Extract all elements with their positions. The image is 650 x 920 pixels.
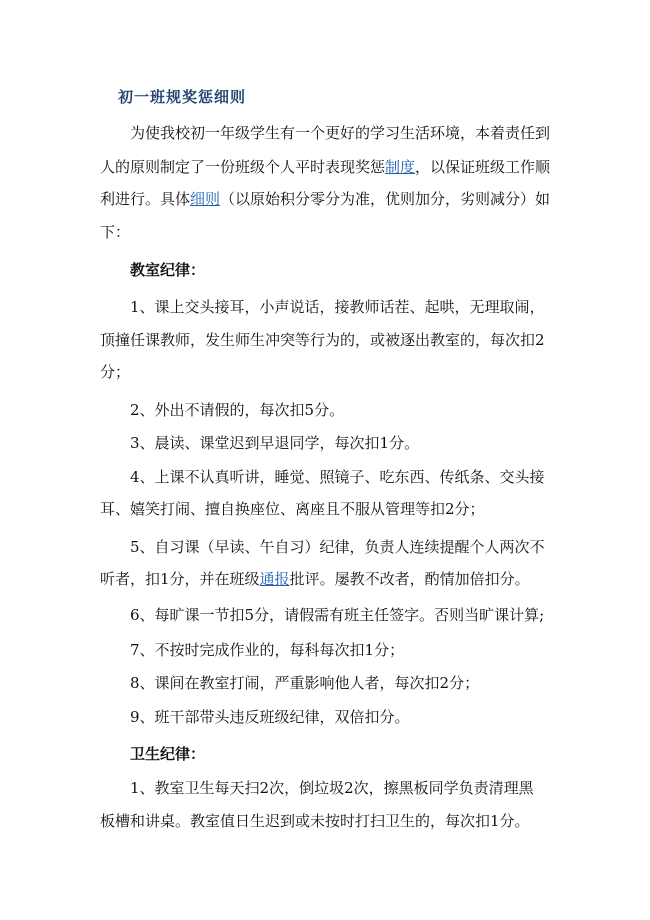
link-xize[interactable]: 细则 bbox=[190, 190, 221, 208]
rule-7: 7、不按时完成作业的，每科每次扣1分； bbox=[130, 641, 405, 659]
rule-3: 3、晨读、课堂迟到早退同学，每次扣1分。 bbox=[130, 434, 420, 452]
rule-5-line-2 bbox=[100, 569, 530, 589]
rule-5-line-1: 5、自习课（早读、午自习）纪律，负责人连续提醒个人两次不 bbox=[130, 538, 545, 556]
link-tongbao[interactable]: 通报 bbox=[259, 570, 290, 588]
document-title: 初一班规奖惩细则 bbox=[118, 88, 247, 106]
intro-text: 人的原则制定了一份班级个人平时表现奖惩 bbox=[100, 158, 386, 176]
intro-line-3 bbox=[100, 189, 550, 209]
rule-2: 2、外出不请假的，每次扣5分。 bbox=[130, 401, 345, 419]
section-heading-classroom: 教室纪律： bbox=[130, 261, 206, 279]
rule-1-line-1: 1、课上交头接耳，小声说话，接教师话茬、起哄，无理取闹， bbox=[130, 298, 545, 316]
rule-4-line-1: 4、上课不认真听讲，睡觉、照镜子、吃东西、传纸条、交头接 bbox=[130, 468, 545, 486]
rule-1-line-3: 分； bbox=[100, 363, 131, 381]
section-heading-hygiene: 卫生纪律： bbox=[130, 745, 206, 763]
intro-text: 利进行。具体 bbox=[100, 190, 191, 208]
hygiene-rule-1-line-1: 1、教室卫生每天扫2次，倒垃圾2次，擦黑板同学负责清理黑 bbox=[130, 779, 534, 797]
link-zhidu[interactable]: 制度 bbox=[385, 158, 416, 176]
rule-text: 听者，扣1分，并在班级 bbox=[100, 570, 260, 588]
rule-9: 9、班干部带头违反班级纪律，双倍扣分。 bbox=[130, 708, 410, 726]
intro-line-1: 为使我校初一年级学生有一个更好的学习生活环境，本着责任到 bbox=[130, 124, 551, 142]
rule-1-line-2: 顶撞任课教师，发生师生冲突等行为的，或被逐出教室的，每次扣2 bbox=[100, 331, 545, 349]
intro-line-2 bbox=[100, 157, 550, 177]
intro-text: ，以保证班级工作顺 bbox=[415, 158, 551, 176]
intro-line-4: 下： bbox=[100, 223, 131, 241]
rule-8: 8、课间在教室打闹，严重影响他人者，每次扣2分； bbox=[130, 674, 480, 692]
rule-6: 6、每旷课一节扣5分，请假需有班主任签字。否则当旷课计算; bbox=[130, 606, 545, 624]
hygiene-rule-1-line-2: 板槽和讲桌。教室值日生迟到或未按时打扫卫生的，每次扣1分。 bbox=[100, 812, 530, 830]
intro-text: （以原始积分零分为准，优则加分，劣则减分）如 bbox=[220, 190, 551, 208]
rule-4-line-2: 耳、嬉笑打闹、擅自换座位、离座且不服从管理等扣2分； bbox=[100, 500, 485, 518]
rule-text: 批评。屡教不改者，酌情加倍扣分。 bbox=[289, 570, 530, 588]
